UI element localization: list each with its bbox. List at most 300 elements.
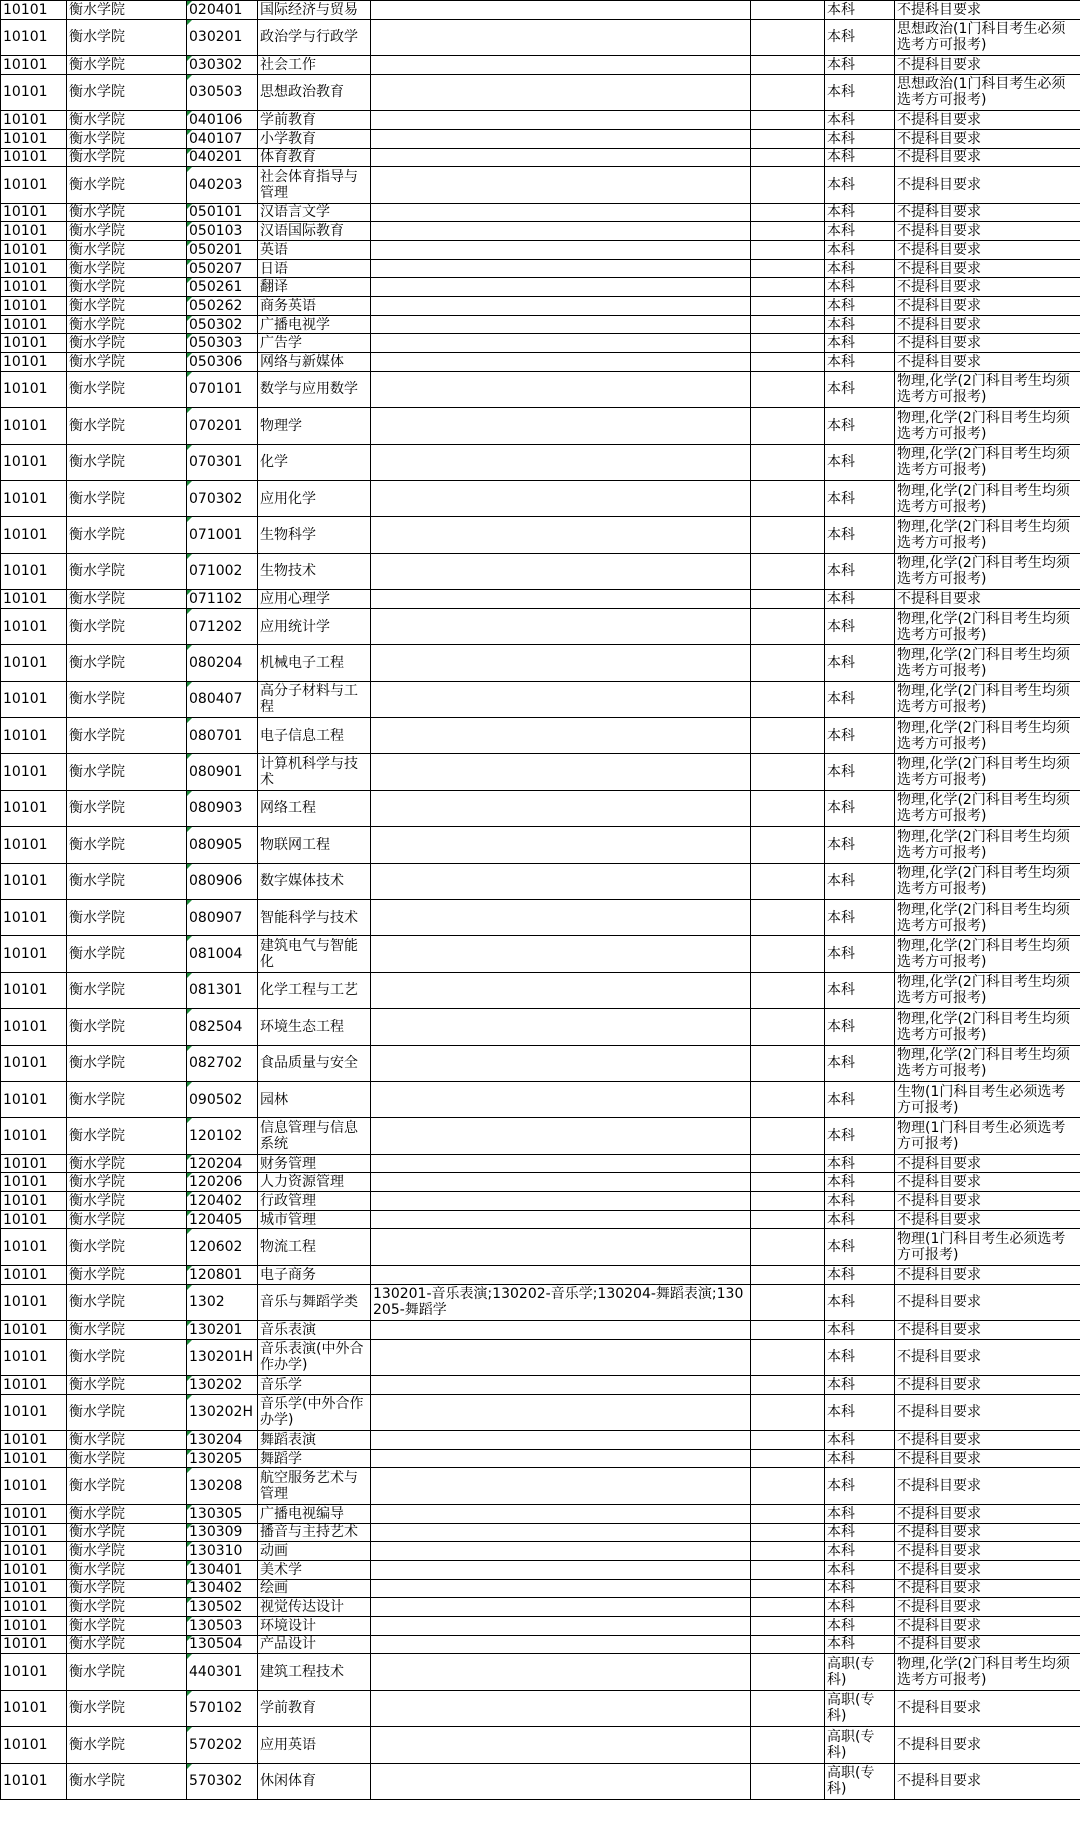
note-cell[interactable]	[751, 1468, 825, 1504]
level-cell[interactable]: 高职(专科)	[825, 1763, 895, 1799]
major-name-cell[interactable]: 建筑电气与智能化	[258, 936, 371, 972]
major-name-cell[interactable]: 电子信息工程	[258, 718, 371, 754]
note-cell[interactable]	[751, 167, 825, 203]
subject-requirement-cell[interactable]: 物理,化学(2门科目考生均须选考方可报考)	[895, 790, 1080, 826]
major-name-cell[interactable]: 音乐表演	[258, 1320, 371, 1339]
major-name-cell[interactable]: 网络与新媒体	[258, 353, 371, 372]
level-cell[interactable]: 本科	[825, 1468, 895, 1504]
major-includes-cell[interactable]	[371, 590, 751, 609]
note-cell[interactable]	[751, 863, 825, 899]
major-name-cell[interactable]: 音乐表演(中外合作办学)	[258, 1339, 371, 1375]
level-cell[interactable]: 本科	[825, 827, 895, 863]
level-cell[interactable]: 本科	[825, 1579, 895, 1598]
note-cell[interactable]	[751, 334, 825, 353]
institution-code-cell[interactable]: 10101	[1, 148, 67, 167]
subject-requirement-cell[interactable]: 不提科目要求	[895, 1504, 1080, 1523]
institution-code-cell[interactable]: 10101	[1, 1560, 67, 1579]
major-includes-cell[interactable]	[371, 315, 751, 334]
note-cell[interactable]	[751, 1523, 825, 1542]
institution-name-cell[interactable]: 衡水学院	[67, 972, 187, 1008]
level-cell[interactable]: 本科	[825, 972, 895, 1008]
note-cell[interactable]	[751, 259, 825, 278]
major-includes-cell[interactable]	[371, 297, 751, 316]
institution-name-cell[interactable]: 衡水学院	[67, 480, 187, 516]
level-cell[interactable]: 高职(专科)	[825, 1690, 895, 1726]
level-cell[interactable]: 本科	[825, 1009, 895, 1045]
level-cell[interactable]: 本科	[825, 1154, 895, 1173]
major-code-cell[interactable]: 080701	[187, 718, 258, 754]
subject-requirement-cell[interactable]: 不提科目要求	[895, 1542, 1080, 1561]
level-cell[interactable]: 本科	[825, 315, 895, 334]
institution-code-cell[interactable]: 10101	[1, 408, 67, 444]
note-cell[interactable]	[751, 1635, 825, 1654]
institution-code-cell[interactable]: 10101	[1, 1375, 67, 1394]
major-code-cell[interactable]: 050201	[187, 240, 258, 259]
institution-code-cell[interactable]: 10101	[1, 1320, 67, 1339]
level-cell[interactable]: 本科	[825, 1, 895, 20]
major-code-cell[interactable]: 050302	[187, 315, 258, 334]
major-code-cell[interactable]: 020401	[187, 1, 258, 20]
institution-name-cell[interactable]: 衡水学院	[67, 1, 187, 20]
major-includes-cell[interactable]	[371, 1, 751, 20]
institution-name-cell[interactable]: 衡水学院	[67, 1173, 187, 1192]
subject-requirement-cell[interactable]: 不提科目要求	[895, 1449, 1080, 1468]
major-code-cell[interactable]: 040107	[187, 129, 258, 148]
subject-requirement-cell[interactable]: 不提科目要求	[895, 1284, 1080, 1320]
subject-requirement-cell[interactable]: 物理,化学(2门科目考生均须选考方可报考)	[895, 645, 1080, 681]
note-cell[interactable]	[751, 444, 825, 480]
subject-requirement-cell[interactable]: 思想政治(1门科目考生必须选考方可报考)	[895, 74, 1080, 110]
major-includes-cell[interactable]	[371, 1210, 751, 1229]
subject-requirement-cell[interactable]: 不提科目要求	[895, 1265, 1080, 1284]
note-cell[interactable]	[751, 972, 825, 1008]
major-code-cell[interactable]: 130202H	[187, 1394, 258, 1430]
institution-name-cell[interactable]: 衡水学院	[67, 167, 187, 203]
major-includes-cell[interactable]	[371, 790, 751, 826]
level-cell[interactable]: 本科	[825, 334, 895, 353]
major-code-cell[interactable]: 040201	[187, 148, 258, 167]
major-code-cell[interactable]: 070101	[187, 371, 258, 407]
major-name-cell[interactable]: 食品质量与安全	[258, 1045, 371, 1081]
institution-code-cell[interactable]: 10101	[1, 1616, 67, 1635]
subject-requirement-cell[interactable]: 物理,化学(2门科目考生均须选考方可报考)	[895, 480, 1080, 516]
subject-requirement-cell[interactable]: 不提科目要求	[895, 111, 1080, 130]
note-cell[interactable]	[751, 517, 825, 553]
institution-code-cell[interactable]: 10101	[1, 681, 67, 717]
institution-name-cell[interactable]: 衡水学院	[67, 1542, 187, 1561]
major-includes-cell[interactable]	[371, 353, 751, 372]
major-code-cell[interactable]: 070301	[187, 444, 258, 480]
major-includes-cell[interactable]	[371, 972, 751, 1008]
level-cell[interactable]: 本科	[825, 1339, 895, 1375]
institution-code-cell[interactable]: 10101	[1, 1192, 67, 1211]
level-cell[interactable]: 本科	[825, 1635, 895, 1654]
level-cell[interactable]: 本科	[825, 517, 895, 553]
institution-code-cell[interactable]: 10101	[1, 608, 67, 644]
major-includes-cell[interactable]	[371, 1542, 751, 1561]
major-code-cell[interactable]: 570202	[187, 1727, 258, 1763]
level-cell[interactable]: 本科	[825, 590, 895, 609]
note-cell[interactable]	[751, 645, 825, 681]
institution-code-cell[interactable]: 10101	[1, 1210, 67, 1229]
institution-name-cell[interactable]: 衡水学院	[67, 1598, 187, 1617]
note-cell[interactable]	[751, 371, 825, 407]
major-includes-cell[interactable]	[371, 1598, 751, 1617]
major-name-cell[interactable]: 计算机科学与技术	[258, 754, 371, 790]
major-code-cell[interactable]: 040203	[187, 167, 258, 203]
level-cell[interactable]: 本科	[825, 718, 895, 754]
institution-name-cell[interactable]: 衡水学院	[67, 111, 187, 130]
institution-code-cell[interactable]: 10101	[1, 1081, 67, 1117]
level-cell[interactable]: 本科	[825, 1192, 895, 1211]
institution-code-cell[interactable]: 10101	[1, 790, 67, 826]
major-name-cell[interactable]: 信息管理与信息系统	[258, 1118, 371, 1154]
level-cell[interactable]: 本科	[825, 203, 895, 222]
major-name-cell[interactable]: 行政管理	[258, 1192, 371, 1211]
note-cell[interactable]	[751, 56, 825, 75]
institution-code-cell[interactable]: 10101	[1, 1431, 67, 1450]
subject-requirement-cell[interactable]: 不提科目要求	[895, 334, 1080, 353]
subject-requirement-cell[interactable]: 不提科目要求	[895, 278, 1080, 297]
major-includes-cell[interactable]	[371, 480, 751, 516]
institution-name-cell[interactable]: 衡水学院	[67, 899, 187, 935]
note-cell[interactable]	[751, 718, 825, 754]
major-name-cell[interactable]: 学前教育	[258, 111, 371, 130]
major-name-cell[interactable]: 汉语国际教育	[258, 222, 371, 241]
level-cell[interactable]: 本科	[825, 19, 895, 55]
major-includes-cell[interactable]	[371, 1394, 751, 1430]
note-cell[interactable]	[751, 608, 825, 644]
note-cell[interactable]	[751, 278, 825, 297]
level-cell[interactable]: 本科	[825, 222, 895, 241]
major-includes-cell[interactable]	[371, 1009, 751, 1045]
note-cell[interactable]	[751, 1339, 825, 1375]
note-cell[interactable]	[751, 681, 825, 717]
major-code-cell[interactable]: 130502	[187, 1598, 258, 1617]
major-code-cell[interactable]: 071001	[187, 517, 258, 553]
major-includes-cell[interactable]	[371, 56, 751, 75]
institution-code-cell[interactable]: 10101	[1, 1449, 67, 1468]
institution-code-cell[interactable]: 10101	[1, 1265, 67, 1284]
level-cell[interactable]: 本科	[825, 553, 895, 589]
institution-name-cell[interactable]: 衡水学院	[67, 240, 187, 259]
note-cell[interactable]	[751, 203, 825, 222]
major-includes-cell[interactable]	[371, 1431, 751, 1450]
major-name-cell[interactable]: 广播电视学	[258, 315, 371, 334]
major-name-cell[interactable]: 物理学	[258, 408, 371, 444]
note-cell[interactable]	[751, 590, 825, 609]
major-code-cell[interactable]: 080903	[187, 790, 258, 826]
major-code-cell[interactable]: 070302	[187, 480, 258, 516]
institution-code-cell[interactable]: 10101	[1, 1173, 67, 1192]
subject-requirement-cell[interactable]: 不提科目要求	[895, 1598, 1080, 1617]
institution-name-cell[interactable]: 衡水学院	[67, 1579, 187, 1598]
institution-name-cell[interactable]: 衡水学院	[67, 1523, 187, 1542]
level-cell[interactable]: 本科	[825, 681, 895, 717]
institution-code-cell[interactable]: 10101	[1, 1394, 67, 1430]
institution-name-cell[interactable]: 衡水学院	[67, 1635, 187, 1654]
major-name-cell[interactable]: 化学工程与工艺	[258, 972, 371, 1008]
major-name-cell[interactable]: 数字媒体技术	[258, 863, 371, 899]
major-code-cell[interactable]: 030302	[187, 56, 258, 75]
major-includes-cell[interactable]	[371, 517, 751, 553]
major-name-cell[interactable]: 学前教育	[258, 1690, 371, 1726]
subject-requirement-cell[interactable]: 不提科目要求	[895, 1635, 1080, 1654]
major-name-cell[interactable]: 应用化学	[258, 480, 371, 516]
institution-code-cell[interactable]: 10101	[1, 645, 67, 681]
major-includes-cell[interactable]	[371, 240, 751, 259]
major-includes-cell[interactable]	[371, 1504, 751, 1523]
level-cell[interactable]: 本科	[825, 1375, 895, 1394]
level-cell[interactable]: 本科	[825, 1320, 895, 1339]
major-includes-cell[interactable]	[371, 222, 751, 241]
major-code-cell[interactable]: 130204	[187, 1431, 258, 1450]
major-code-cell[interactable]: 120102	[187, 1118, 258, 1154]
major-code-cell[interactable]: 081004	[187, 936, 258, 972]
note-cell[interactable]	[751, 129, 825, 148]
institution-code-cell[interactable]: 10101	[1, 480, 67, 516]
note-cell[interactable]	[751, 790, 825, 826]
note-cell[interactable]	[751, 754, 825, 790]
major-name-cell[interactable]: 生物科学	[258, 517, 371, 553]
note-cell[interactable]	[751, 240, 825, 259]
level-cell[interactable]: 本科	[825, 863, 895, 899]
subject-requirement-cell[interactable]: 不提科目要求	[895, 1375, 1080, 1394]
major-includes-cell[interactable]	[371, 1229, 751, 1265]
major-name-cell[interactable]: 城市管理	[258, 1210, 371, 1229]
major-code-cell[interactable]: 130205	[187, 1449, 258, 1468]
institution-code-cell[interactable]: 10101	[1, 1579, 67, 1598]
subject-requirement-cell[interactable]: 不提科目要求	[895, 353, 1080, 372]
note-cell[interactable]	[751, 1654, 825, 1690]
major-code-cell[interactable]: 130202	[187, 1375, 258, 1394]
subject-requirement-cell[interactable]: 不提科目要求	[895, 1579, 1080, 1598]
note-cell[interactable]	[751, 1431, 825, 1450]
level-cell[interactable]: 本科	[825, 1542, 895, 1561]
major-code-cell[interactable]: 050262	[187, 297, 258, 316]
institution-code-cell[interactable]: 10101	[1, 863, 67, 899]
major-name-cell[interactable]: 应用英语	[258, 1727, 371, 1763]
subject-requirement-cell[interactable]: 不提科目要求	[895, 1690, 1080, 1726]
major-name-cell[interactable]: 物流工程	[258, 1229, 371, 1265]
note-cell[interactable]	[751, 111, 825, 130]
major-includes-cell[interactable]	[371, 863, 751, 899]
institution-code-cell[interactable]: 10101	[1, 718, 67, 754]
note-cell[interactable]	[751, 315, 825, 334]
institution-code-cell[interactable]: 10101	[1, 827, 67, 863]
major-code-cell[interactable]: 130402	[187, 1579, 258, 1598]
note-cell[interactable]	[751, 1320, 825, 1339]
note-cell[interactable]	[751, 353, 825, 372]
major-includes-cell[interactable]	[371, 1081, 751, 1117]
institution-code-cell[interactable]: 10101	[1, 553, 67, 589]
level-cell[interactable]: 本科	[825, 297, 895, 316]
institution-name-cell[interactable]: 衡水学院	[67, 1081, 187, 1117]
major-code-cell[interactable]: 050261	[187, 278, 258, 297]
major-code-cell[interactable]: 120206	[187, 1173, 258, 1192]
institution-code-cell[interactable]: 10101	[1, 1690, 67, 1726]
subject-requirement-cell[interactable]: 物理(1门科目考生必须选考方可报考)	[895, 1118, 1080, 1154]
major-code-cell[interactable]: 050103	[187, 222, 258, 241]
note-cell[interactable]	[751, 1, 825, 20]
major-includes-cell[interactable]	[371, 1654, 751, 1690]
institution-name-cell[interactable]: 衡水学院	[67, 1229, 187, 1265]
note-cell[interactable]	[751, 1118, 825, 1154]
major-name-cell[interactable]: 建筑工程技术	[258, 1654, 371, 1690]
institution-code-cell[interactable]: 10101	[1, 936, 67, 972]
institution-code-cell[interactable]: 10101	[1, 353, 67, 372]
subject-requirement-cell[interactable]: 物理,化学(2门科目考生均须选考方可报考)	[895, 371, 1080, 407]
major-includes-cell[interactable]	[371, 645, 751, 681]
institution-code-cell[interactable]: 10101	[1, 1229, 67, 1265]
institution-name-cell[interactable]: 衡水学院	[67, 1045, 187, 1081]
major-includes-cell[interactable]	[371, 718, 751, 754]
subject-requirement-cell[interactable]: 不提科目要求	[895, 259, 1080, 278]
level-cell[interactable]: 本科	[825, 129, 895, 148]
level-cell[interactable]: 本科	[825, 899, 895, 935]
institution-name-cell[interactable]: 衡水学院	[67, 1192, 187, 1211]
major-code-cell[interactable]: 071102	[187, 590, 258, 609]
note-cell[interactable]	[751, 1690, 825, 1726]
major-code-cell[interactable]: 120204	[187, 1154, 258, 1173]
institution-code-cell[interactable]: 10101	[1, 590, 67, 609]
level-cell[interactable]: 本科	[825, 480, 895, 516]
subject-requirement-cell[interactable]: 不提科目要求	[895, 222, 1080, 241]
major-name-cell[interactable]: 国际经济与贸易	[258, 1, 371, 20]
institution-name-cell[interactable]: 衡水学院	[67, 315, 187, 334]
level-cell[interactable]: 本科	[825, 408, 895, 444]
major-code-cell[interactable]: 040106	[187, 111, 258, 130]
major-code-cell[interactable]: 130401	[187, 1560, 258, 1579]
major-includes-cell[interactable]	[371, 1173, 751, 1192]
note-cell[interactable]	[751, 1009, 825, 1045]
note-cell[interactable]	[751, 480, 825, 516]
major-code-cell[interactable]: 080901	[187, 754, 258, 790]
major-includes-cell[interactable]	[371, 371, 751, 407]
institution-code-cell[interactable]: 10101	[1, 1504, 67, 1523]
institution-name-cell[interactable]: 衡水学院	[67, 19, 187, 55]
major-includes-cell[interactable]	[371, 1265, 751, 1284]
major-includes-cell[interactable]	[371, 1616, 751, 1635]
note-cell[interactable]	[751, 899, 825, 935]
major-name-cell[interactable]: 思想政治教育	[258, 74, 371, 110]
note-cell[interactable]	[751, 1598, 825, 1617]
institution-name-cell[interactable]: 衡水学院	[67, 1727, 187, 1763]
institution-code-cell[interactable]: 10101	[1, 111, 67, 130]
major-includes-cell[interactable]	[371, 1763, 751, 1799]
major-name-cell[interactable]: 社会体育指导与管理	[258, 167, 371, 203]
major-name-cell[interactable]: 应用心理学	[258, 590, 371, 609]
major-name-cell[interactable]: 舞蹈学	[258, 1449, 371, 1468]
major-code-cell[interactable]: 050303	[187, 334, 258, 353]
note-cell[interactable]	[751, 1284, 825, 1320]
subject-requirement-cell[interactable]: 物理,化学(2门科目考生均须选考方可报考)	[895, 899, 1080, 935]
institution-name-cell[interactable]: 衡水学院	[67, 278, 187, 297]
institution-name-cell[interactable]: 衡水学院	[67, 1265, 187, 1284]
major-name-cell[interactable]: 视觉传达设计	[258, 1598, 371, 1617]
institution-code-cell[interactable]: 10101	[1, 1339, 67, 1375]
subject-requirement-cell[interactable]: 物理,化学(2门科目考生均须选考方可报考)	[895, 1654, 1080, 1690]
note-cell[interactable]	[751, 1265, 825, 1284]
institution-name-cell[interactable]: 衡水学院	[67, 608, 187, 644]
subject-requirement-cell[interactable]: 物理,化学(2门科目考生均须选考方可报考)	[895, 444, 1080, 480]
major-includes-cell[interactable]	[371, 19, 751, 55]
institution-name-cell[interactable]: 衡水学院	[67, 1284, 187, 1320]
major-includes-cell[interactable]	[371, 111, 751, 130]
major-code-cell[interactable]: 080204	[187, 645, 258, 681]
institution-code-cell[interactable]: 10101	[1, 1284, 67, 1320]
major-name-cell[interactable]: 航空服务艺术与管理	[258, 1468, 371, 1504]
subject-requirement-cell[interactable]: 物理,化学(2门科目考生均须选考方可报考)	[895, 1045, 1080, 1081]
note-cell[interactable]	[751, 1154, 825, 1173]
institution-name-cell[interactable]: 衡水学院	[67, 1431, 187, 1450]
institution-code-cell[interactable]: 10101	[1, 1635, 67, 1654]
subject-requirement-cell[interactable]: 不提科目要求	[895, 1192, 1080, 1211]
major-name-cell[interactable]: 绘画	[258, 1579, 371, 1598]
subject-requirement-cell[interactable]: 不提科目要求	[895, 1154, 1080, 1173]
subject-requirement-cell[interactable]: 物理,化学(2门科目考生均须选考方可报考)	[895, 754, 1080, 790]
major-includes-cell[interactable]	[371, 408, 751, 444]
major-name-cell[interactable]: 翻译	[258, 278, 371, 297]
note-cell[interactable]	[751, 936, 825, 972]
major-includes-cell[interactable]	[371, 827, 751, 863]
institution-code-cell[interactable]: 10101	[1, 1468, 67, 1504]
major-name-cell[interactable]: 广告学	[258, 334, 371, 353]
institution-name-cell[interactable]: 衡水学院	[67, 718, 187, 754]
level-cell[interactable]: 本科	[825, 1173, 895, 1192]
institution-name-cell[interactable]: 衡水学院	[67, 1616, 187, 1635]
institution-code-cell[interactable]: 10101	[1, 972, 67, 1008]
major-name-cell[interactable]: 广播电视编导	[258, 1504, 371, 1523]
level-cell[interactable]: 本科	[825, 148, 895, 167]
institution-name-cell[interactable]: 衡水学院	[67, 863, 187, 899]
institution-code-cell[interactable]: 10101	[1, 899, 67, 935]
level-cell[interactable]: 本科	[825, 1523, 895, 1542]
level-cell[interactable]: 高职(专科)	[825, 1654, 895, 1690]
major-name-cell[interactable]: 日语	[258, 259, 371, 278]
note-cell[interactable]	[751, 1727, 825, 1763]
note-cell[interactable]	[751, 1542, 825, 1561]
level-cell[interactable]: 本科	[825, 1265, 895, 1284]
institution-name-cell[interactable]: 衡水学院	[67, 827, 187, 863]
note-cell[interactable]	[751, 1616, 825, 1635]
level-cell[interactable]: 本科	[825, 1449, 895, 1468]
major-code-cell[interactable]: 090502	[187, 1081, 258, 1117]
note-cell[interactable]	[751, 1173, 825, 1192]
institution-code-cell[interactable]: 10101	[1, 334, 67, 353]
institution-name-cell[interactable]: 衡水学院	[67, 1320, 187, 1339]
note-cell[interactable]	[751, 1229, 825, 1265]
major-includes-cell[interactable]	[371, 1523, 751, 1542]
institution-code-cell[interactable]: 10101	[1, 444, 67, 480]
note-cell[interactable]	[751, 1375, 825, 1394]
note-cell[interactable]	[751, 1449, 825, 1468]
level-cell[interactable]: 本科	[825, 1431, 895, 1450]
major-name-cell[interactable]: 网络工程	[258, 790, 371, 826]
major-includes-cell[interactable]: 130201-音乐表演;130202-音乐学;130204-舞蹈表演;130205-舞蹈学	[371, 1284, 751, 1320]
subject-requirement-cell[interactable]: 物理,化学(2门科目考生均须选考方可报考)	[895, 408, 1080, 444]
major-name-cell[interactable]: 人力资源管理	[258, 1173, 371, 1192]
institution-name-cell[interactable]: 衡水学院	[67, 148, 187, 167]
major-includes-cell[interactable]	[371, 1375, 751, 1394]
institution-code-cell[interactable]: 10101	[1, 222, 67, 241]
subject-requirement-cell[interactable]: 物理,化学(2门科目考生均须选考方可报考)	[895, 1009, 1080, 1045]
institution-name-cell[interactable]: 衡水学院	[67, 56, 187, 75]
note-cell[interactable]	[751, 148, 825, 167]
institution-name-cell[interactable]: 衡水学院	[67, 1468, 187, 1504]
institution-name-cell[interactable]: 衡水学院	[67, 790, 187, 826]
institution-name-cell[interactable]: 衡水学院	[67, 936, 187, 972]
